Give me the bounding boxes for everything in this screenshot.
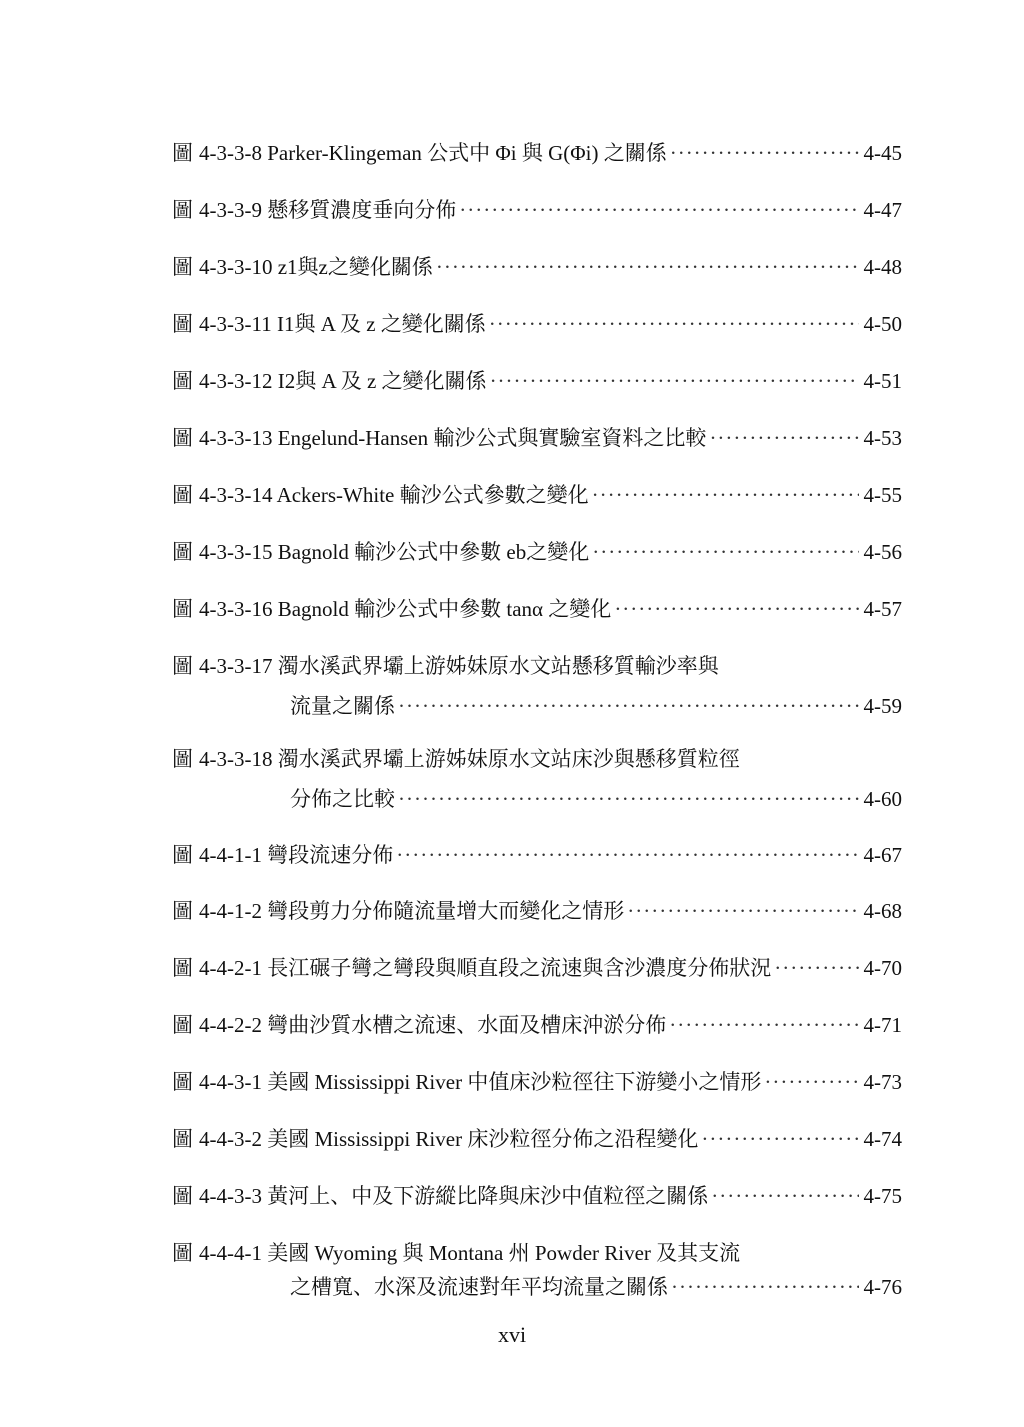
- entry-title: 4-3-3-9 懸移質濃度垂向分佈: [199, 198, 457, 222]
- page-ref: 4-55: [863, 483, 902, 507]
- dot-leader: [711, 1181, 858, 1211]
- page-ref: 4-74: [863, 1127, 902, 1151]
- figure-prefix: 圖: [172, 899, 193, 923]
- toc-entry: [172, 309, 902, 339]
- dot-leader: [774, 953, 858, 983]
- entry-title: 4-3-3-8 Parker-Klingeman 公式中 Φi 與 G(Φi) 之關係: [199, 141, 667, 165]
- dot-leader: [592, 537, 858, 567]
- toc-entry: [172, 953, 902, 983]
- toc-entry: [172, 480, 902, 510]
- entry-title: 4-3-3-18 濁水溪武界壩上游姊妹原水文站床沙與懸移質粒徑: [199, 747, 740, 771]
- page-ref: 4-76: [863, 1275, 902, 1299]
- page-ref: 4-57: [863, 597, 902, 621]
- entry-title: 4-4-1-2 彎段剪力分佈隨流量增大而變化之情形: [199, 899, 625, 923]
- dot-leader: [592, 480, 859, 510]
- figure-prefix: 圖: [172, 747, 193, 771]
- dot-leader: [398, 691, 859, 721]
- page-number: xvi: [497, 1322, 527, 1347]
- entry-title: 4-4-2-1 長江碾子彎之彎段與順直段之流速與含沙濃度分佈狀況: [199, 956, 772, 980]
- figure-prefix: 圖: [172, 843, 193, 867]
- entry-title: 4-4-3-1 美國 Mississippi River 中值床沙粒徑往下游變小之情形: [199, 1070, 762, 1094]
- dot-leader: [490, 366, 859, 396]
- page-ref: 4-51: [863, 369, 902, 393]
- toc-entry: [172, 896, 902, 926]
- page-ref: 4-50: [863, 312, 902, 336]
- entry-title: 4-3-3-12 I2與 A 及 z 之變化關係: [199, 369, 487, 393]
- entry-title: 4-3-3-13 Engelund-Hansen 輸沙公式與實驗室資料之比較: [199, 426, 707, 450]
- dot-leader: [669, 1010, 858, 1040]
- entry-title: 4-4-4-1 美國 Wyoming 與 Montana 州 Powder River 及其支流: [199, 1241, 741, 1265]
- entry-title: 4-3-3-17 濁水溪武界壩上游姊妹原水文站懸移質輸沙率與: [199, 654, 719, 678]
- entry-title: 4-4-3-3 黃河上、中及下游縱比降與床沙中值粒徑之關係: [199, 1184, 709, 1208]
- figure-prefix: 圖: [172, 141, 193, 165]
- page-ref: 4-48: [863, 255, 902, 279]
- figure-prefix: 圖: [172, 255, 193, 279]
- entry-title: 4-4-2-2 彎曲沙質水槽之流速、水面及槽床沖淤分佈: [199, 1013, 667, 1037]
- figure-prefix: 圖: [172, 1013, 193, 1037]
- entry-title: 4-3-3-11 I1與 A 及 z 之變化關係: [199, 312, 486, 336]
- toc-entry: [172, 195, 902, 225]
- entry-title: 4-4-1-1 彎段流速分佈: [199, 843, 394, 867]
- entry-title: 4-3-3-14 Ackers-White 輸沙公式參數之變化: [199, 483, 589, 507]
- figure-prefix: 圖: [172, 1184, 193, 1208]
- toc-entry: [172, 252, 902, 282]
- figure-prefix: 圖: [172, 654, 193, 678]
- entry-title-continued: 流量之關係: [290, 694, 395, 718]
- figure-prefix: 圖: [172, 1070, 193, 1094]
- toc-entry: [172, 366, 902, 396]
- toc-entry: [172, 840, 902, 870]
- entry-title: 4-3-3-16 Bagnold 輸沙公式中參數 tanα 之變化: [199, 597, 612, 621]
- dot-leader: [396, 840, 858, 870]
- figure-prefix: 圖: [172, 426, 193, 450]
- page-ref: 4-67: [863, 843, 902, 867]
- dot-leader: [701, 1124, 858, 1154]
- toc-entry: [172, 1181, 902, 1211]
- toc-entry: [172, 138, 902, 168]
- dot-leader: [436, 252, 859, 282]
- toc-entry: [172, 423, 902, 453]
- entry-title: 4-4-3-2 美國 Mississippi River 床沙粒徑分佈之沿程變化: [199, 1127, 699, 1151]
- page-ref: 4-53: [863, 426, 902, 450]
- page-ref: 4-45: [863, 141, 902, 165]
- page-ref: 4-71: [863, 1013, 902, 1037]
- page-ref: 4-47: [863, 198, 902, 222]
- toc-entry: [172, 651, 902, 721]
- toc-entry: [172, 744, 902, 814]
- entry-title-continued: 分佈之比較: [290, 787, 395, 811]
- dot-leader: [614, 594, 858, 624]
- entry-title: 4-3-3-10 z1與z之變化關係: [199, 255, 433, 279]
- dot-leader: [398, 784, 859, 814]
- page-ref: 4-56: [863, 540, 902, 564]
- figure-prefix: 圖: [172, 312, 193, 336]
- entry-title: 4-3-3-15 Bagnold 輸沙公式中參數 eb之變化: [199, 540, 590, 564]
- toc-entry: [172, 1067, 902, 1097]
- page-ref: 4-70: [863, 956, 902, 980]
- dot-leader: [627, 896, 858, 926]
- page-ref: 4-73: [863, 1070, 902, 1094]
- toc-entry: [172, 1010, 902, 1040]
- figure-prefix: 圖: [172, 483, 193, 507]
- dot-leader: [670, 138, 859, 168]
- figure-prefix: 圖: [172, 597, 193, 621]
- toc-entry: [172, 1238, 902, 1302]
- toc-entry: [172, 1124, 902, 1154]
- toc-entry: [172, 594, 902, 624]
- page-ref: 4-75: [863, 1184, 902, 1208]
- figure-prefix: 圖: [172, 1127, 193, 1151]
- dot-leader: [709, 423, 858, 453]
- figure-prefix: 圖: [172, 198, 193, 222]
- toc-entry: [172, 537, 902, 567]
- figure-prefix: 圖: [172, 369, 193, 393]
- page-ref: 4-59: [863, 694, 902, 718]
- figure-prefix: 圖: [172, 1241, 193, 1265]
- dot-leader: [671, 1272, 859, 1302]
- figure-prefix: 圖: [172, 540, 193, 564]
- figure-prefix: 圖: [172, 956, 193, 980]
- dot-leader: [764, 1067, 858, 1097]
- dot-leader: [489, 309, 859, 339]
- page-ref: 4-60: [863, 787, 902, 811]
- page-ref: 4-68: [863, 899, 902, 923]
- dot-leader: [459, 195, 858, 225]
- entry-title-continued: 之槽寬、水深及流速對年平均流量之關係: [290, 1275, 668, 1299]
